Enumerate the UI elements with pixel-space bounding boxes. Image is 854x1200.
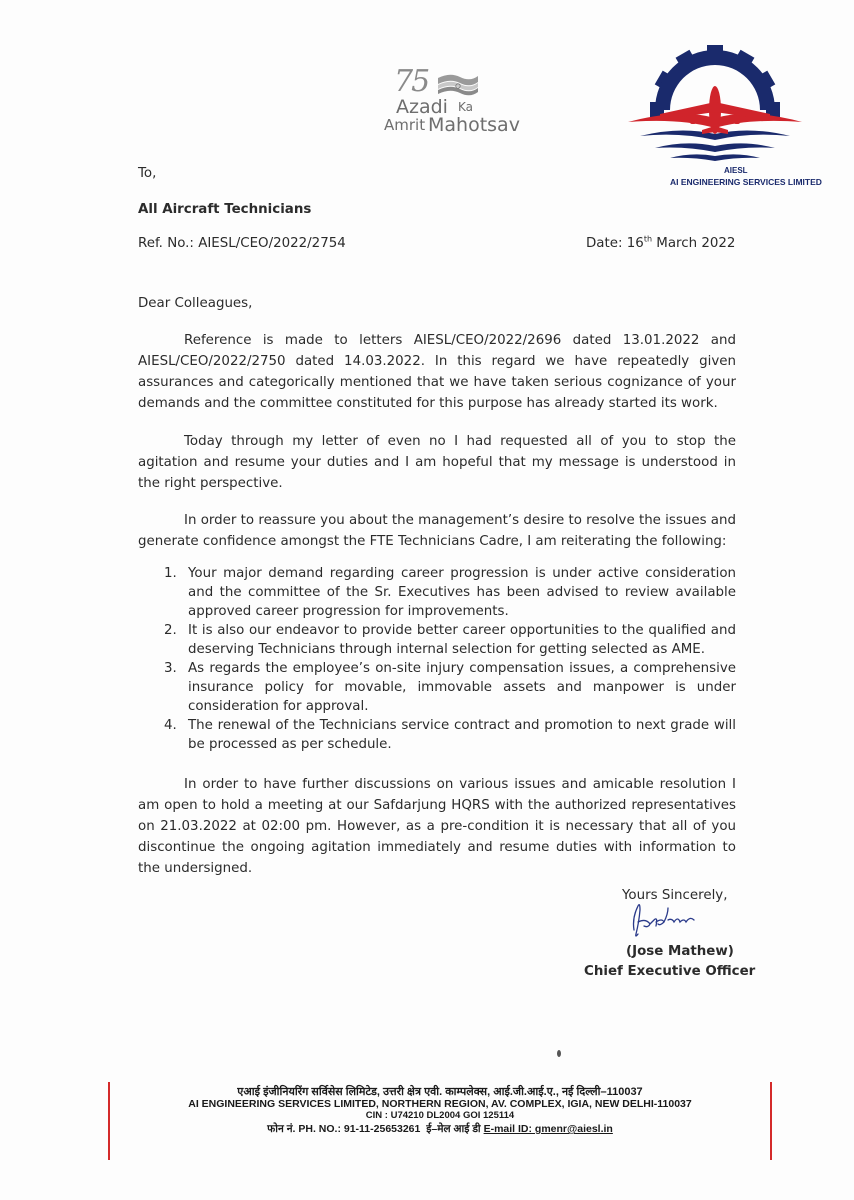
list-item-number: 4.: [164, 718, 177, 733]
paragraph-3: [138, 510, 736, 552]
footer-english-address: AI ENGINEERING SERVICES LIMITED, NORTHERN REGION, AV. COMPLEX, IGIA, NEW DELHI-110037: [188, 1098, 692, 1110]
paragraph-4-text: In order to have further discussions on various issues and amicable resolution I am open to hold a meeting at our Safdarjung HQRS with the authorized representatives on 21.03.2022 at 02:00 pm. However, as a pre-condition it is necessary that all of you discontinue the ongoing agitation immediately and resume duties with information to the undersigned.: [138, 777, 736, 876]
logo-word-azadi: Azadi: [396, 96, 448, 118]
list-item-number: 3.: [164, 661, 177, 676]
list-item-text: Your major demand regarding career progression is under active consideration and the committee of the Sr. Executives has been advised to review available approved career progression for improvements.: [188, 566, 736, 619]
date-month-year: March 2022: [652, 236, 736, 251]
reference-number: Ref. No.: AIESL/CEO/2022/2754: [138, 236, 346, 251]
list-item: [164, 716, 736, 754]
footer-left-rule: [108, 1082, 110, 1160]
paragraph-3-text: In order to reassure you about the management’s desire to resolve the issues and generate confidence amongst the FTE Technicians Cadre, I am reiterating the following:: [138, 513, 736, 549]
list-item-text: It is also our endeavor to provide better career opportunities to the qualified and deserving Technicians through internal selection for getting selected as AME.: [188, 623, 736, 657]
list-item-number: 2.: [164, 623, 177, 638]
aiesl-logo: [620, 40, 822, 195]
paragraph-4: [138, 774, 736, 879]
list-item: [164, 564, 736, 621]
footer-email-link[interactable]: E-mail ID: gmenr@aiesl.in: [483, 1123, 613, 1135]
date-prefix: Date: 16: [586, 236, 644, 251]
logo-word-ka: Ka: [458, 100, 474, 114]
paragraph-2-text: Today through my letter of even no I had requested all of you to stop the agitation and resume your duties and I am hopeful that my message is understood in the right perspective.: [138, 434, 736, 491]
list-item: [164, 621, 736, 659]
paragraph-2: [138, 431, 736, 494]
footer: [130, 1086, 750, 1136]
list-item-number: 1.: [164, 566, 177, 581]
logo-numeral: 75: [394, 64, 429, 99]
logo-abbreviation: AIESL: [724, 166, 748, 175]
signatory-name: (Jose Mathew): [626, 944, 734, 959]
list-item-text: As regards the employee’s on-site injury compensation issues, a comprehensive insurance policy for movable, immovable assets and manpower is under consideration for approval.: [188, 661, 736, 714]
to-line: To,: [138, 166, 157, 181]
footer-right-rule: [770, 1082, 772, 1160]
closing: Yours Sincerely,: [622, 888, 728, 903]
date-suffix-sup: th: [643, 234, 653, 244]
gear-airplane-icon: [620, 40, 810, 170]
list-item: [164, 659, 736, 716]
footer-contact: [130, 1122, 750, 1136]
paragraph-1: [138, 330, 736, 414]
list-item-text: The renewal of the Technicians service contract and promotion to next grade will be processed as per schedule.: [188, 718, 736, 752]
logo-word-mahotsav: Mahotsav: [428, 114, 520, 136]
signatory-title: Chief Executive Officer: [584, 964, 756, 979]
footer-cin: CIN : U74210 DL2004 GOI 125114: [365, 1110, 515, 1121]
flag-icon: [436, 72, 480, 98]
letter-date: [586, 236, 735, 251]
logo-company-name: AI ENGINEERING SERVICES LIMITED: [670, 177, 822, 187]
signature-image: [628, 900, 718, 940]
footer-phone: फोन नं. PH. NO.: 91-11-25653261: [267, 1123, 421, 1135]
salutation: Dear Colleagues,: [138, 296, 253, 311]
footer-hindi-address: एआई इंजीनियरिंग सर्विसेस लिमिटेड, उत्तरी क्षेत्र एवी. काम्पलेक्स, आई.जी.आई.ए., नई दिल्ली–110037: [237, 1086, 643, 1098]
page-mark: [557, 1050, 561, 1057]
addressee: All Aircraft Technicians: [138, 202, 312, 217]
logo-word-amrit: Amrit: [384, 116, 426, 134]
paragraph-1-text: Reference is made to letters AIESL/CEO/2022/2696 dated 13.01.2022 and AIESL/CEO/2022/2750 dated 14.03.2022. In this regard we have repeatedly given assurances and categorically mentioned that we have taken serious cognizance of your demands and the committee constituted for this purpose has already started its work.: [138, 333, 736, 411]
azadi-ka-amrit-mahotsav-logo: [384, 64, 519, 142]
reiterated-points-list: [164, 564, 736, 754]
footer-email-hindi: ई–मेल आई डी: [426, 1123, 481, 1135]
